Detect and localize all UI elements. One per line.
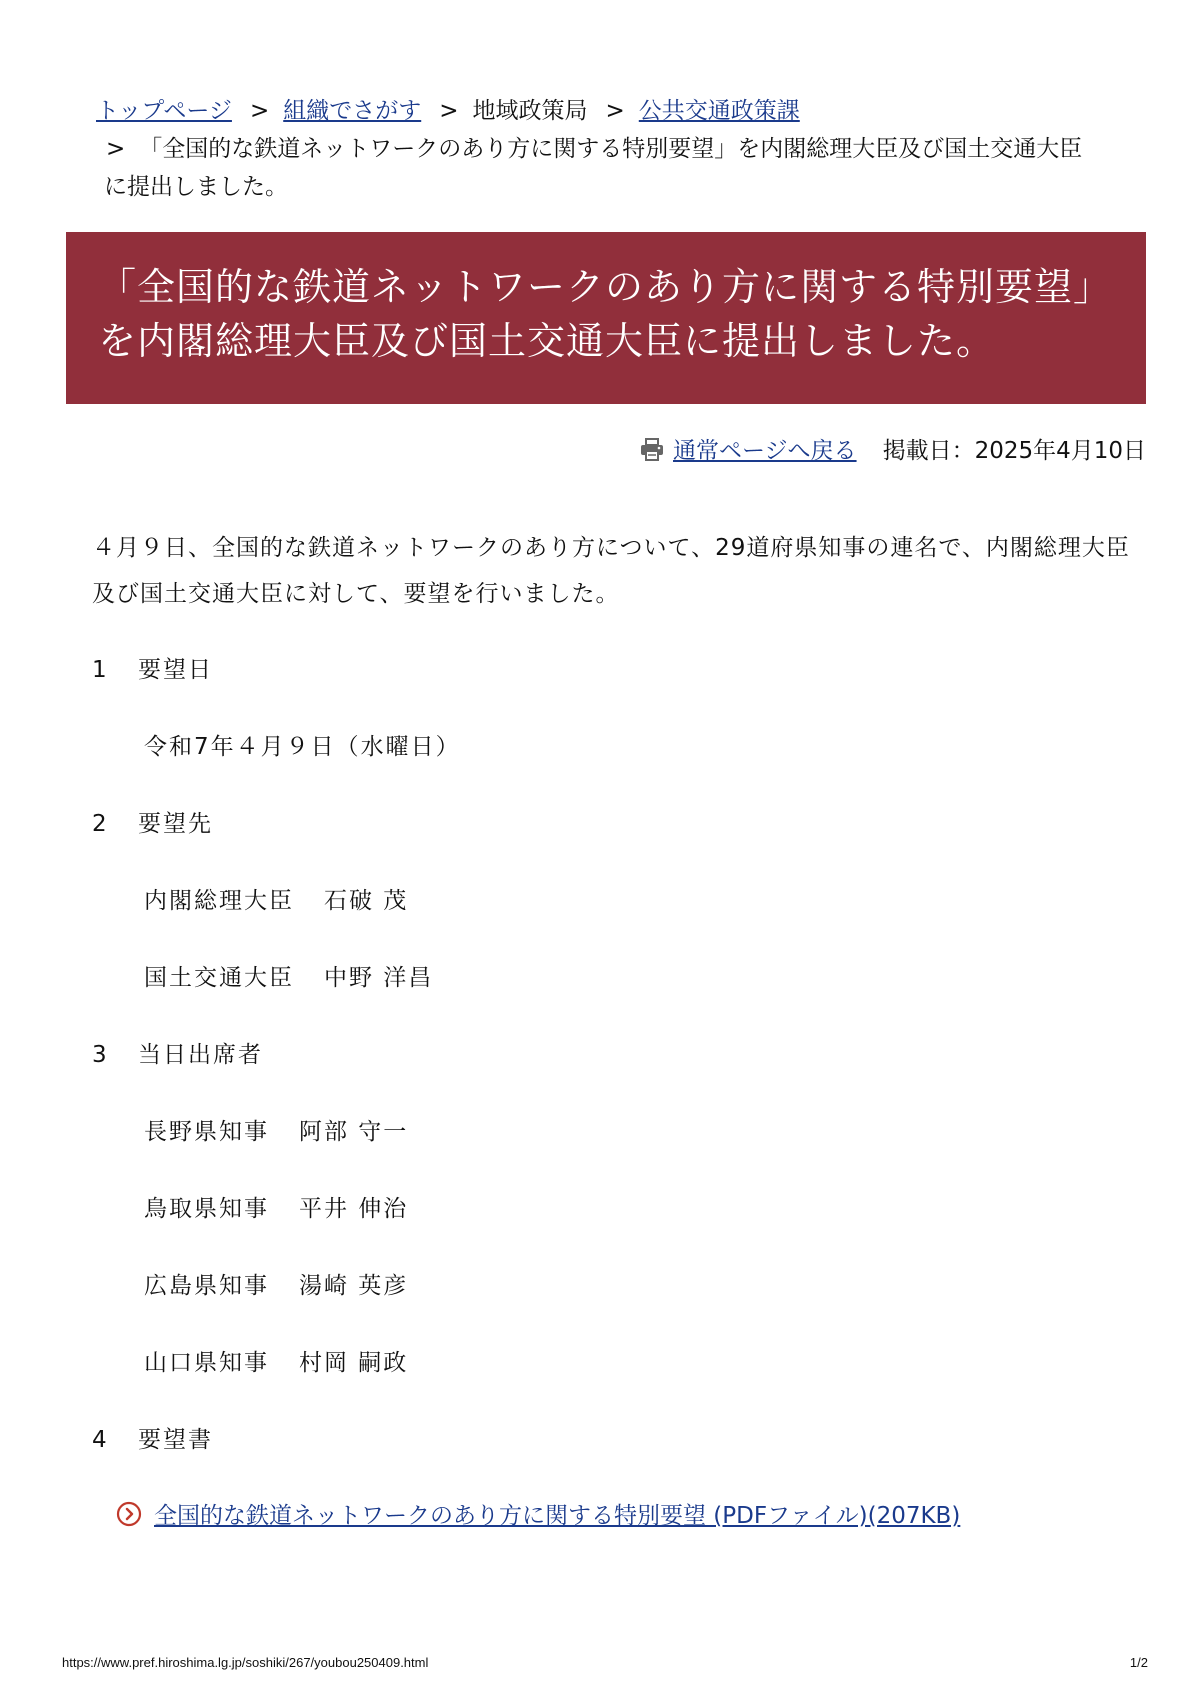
recipient-row bbox=[144, 882, 408, 915]
attendee-role: 広島県知事 bbox=[144, 1273, 269, 1299]
intro-paragraph: ４月９日、全国的な鉄道ネットワークのあり方について、29道府県知事の連名で、内閣総理大臣及び国土交通大臣に対して、要望を行いました。 bbox=[92, 535, 1130, 607]
breadcrumb bbox=[96, 92, 1096, 206]
attendee-name: 阿部 守一 bbox=[299, 1119, 409, 1145]
section-heading bbox=[92, 805, 213, 838]
section-title: 要望先 bbox=[138, 811, 213, 837]
chevron-right-circle-icon bbox=[116, 1501, 142, 1527]
attendee-name: 湯崎 英彦 bbox=[299, 1273, 409, 1299]
breadcrumb-separator: > bbox=[605, 98, 625, 124]
recipient-role: 内閣総理大臣 bbox=[144, 888, 294, 914]
request-date: 令和7年４月９日（水曜日） bbox=[144, 734, 461, 760]
attendee-name: 平井 伸治 bbox=[299, 1196, 409, 1222]
attendee-row bbox=[144, 1113, 408, 1146]
breadcrumb-link-top[interactable]: トップページ bbox=[96, 98, 232, 124]
recipient-name: 中野 洋昌 bbox=[324, 965, 434, 991]
section-number: 2 bbox=[92, 811, 109, 837]
printer-icon bbox=[639, 436, 665, 462]
breadcrumb-current bbox=[96, 130, 1096, 206]
attendee-role: 山口県知事 bbox=[144, 1350, 269, 1376]
attendee-role: 鳥取県知事 bbox=[144, 1196, 269, 1222]
page-title: 「全国的な鉄道ネットワークのあり方に関する特別要望」を内閣総理大臣及び国土交通大臣に提出しました。 bbox=[98, 265, 1113, 363]
footer-url: https://www.pref.hiroshima.lg.jp/soshiki/267/youbou250409.html bbox=[62, 1655, 429, 1670]
section-heading bbox=[92, 1036, 263, 1069]
attendee-row bbox=[144, 1344, 408, 1377]
footer-page-number: 1/2 bbox=[1129, 1655, 1148, 1670]
attendee-role: 長野県知事 bbox=[144, 1119, 269, 1145]
breadcrumb-row bbox=[96, 92, 1096, 130]
attendee-name: 村岡 嗣政 bbox=[299, 1350, 409, 1376]
breadcrumb-separator: > bbox=[439, 98, 459, 124]
section-number: 4 bbox=[92, 1427, 109, 1453]
posted-date: 掲載日：2025年4月10日 bbox=[882, 438, 1146, 464]
pdf-download-link[interactable]: 全国的な鉄道ネットワークのあり方に関する特別要望 (PDFファイル)(207KB) bbox=[154, 1503, 961, 1529]
section-title: 要望日 bbox=[138, 657, 213, 683]
breadcrumb-item-regional-policy: 地域政策局 bbox=[472, 98, 588, 124]
section-number: 1 bbox=[92, 657, 109, 683]
back-to-normal-page-link[interactable]: 通常ページへ戻る bbox=[673, 438, 857, 464]
breadcrumb-separator: > bbox=[106, 136, 126, 162]
page-meta bbox=[639, 432, 1146, 465]
recipient-name: 石破 茂 bbox=[324, 888, 409, 914]
attendee-row bbox=[144, 1267, 408, 1300]
pdf-download-link-row bbox=[116, 1497, 960, 1530]
main-content bbox=[92, 525, 1152, 1529]
section-number: 3 bbox=[92, 1042, 109, 1068]
section-heading bbox=[92, 1421, 213, 1454]
breadcrumb-link-transport-division[interactable]: 公共交通政策課 bbox=[638, 98, 800, 124]
section-heading bbox=[92, 651, 213, 684]
section-title: 当日出席者 bbox=[138, 1042, 263, 1068]
breadcrumb-current-label: 「全国的な鉄道ネットワークのあり方に関する特別要望」を内閣総理大臣及び国土交通大臣に提出しました。 bbox=[104, 136, 1083, 200]
page-title-banner bbox=[66, 232, 1146, 404]
breadcrumb-link-organizations[interactable]: 組織でさがす bbox=[283, 98, 422, 124]
section-title: 要望書 bbox=[138, 1427, 213, 1453]
breadcrumb-separator: > bbox=[249, 98, 270, 124]
attendee-row bbox=[144, 1190, 408, 1223]
recipient-row bbox=[144, 959, 433, 992]
recipient-role: 国土交通大臣 bbox=[144, 965, 294, 991]
